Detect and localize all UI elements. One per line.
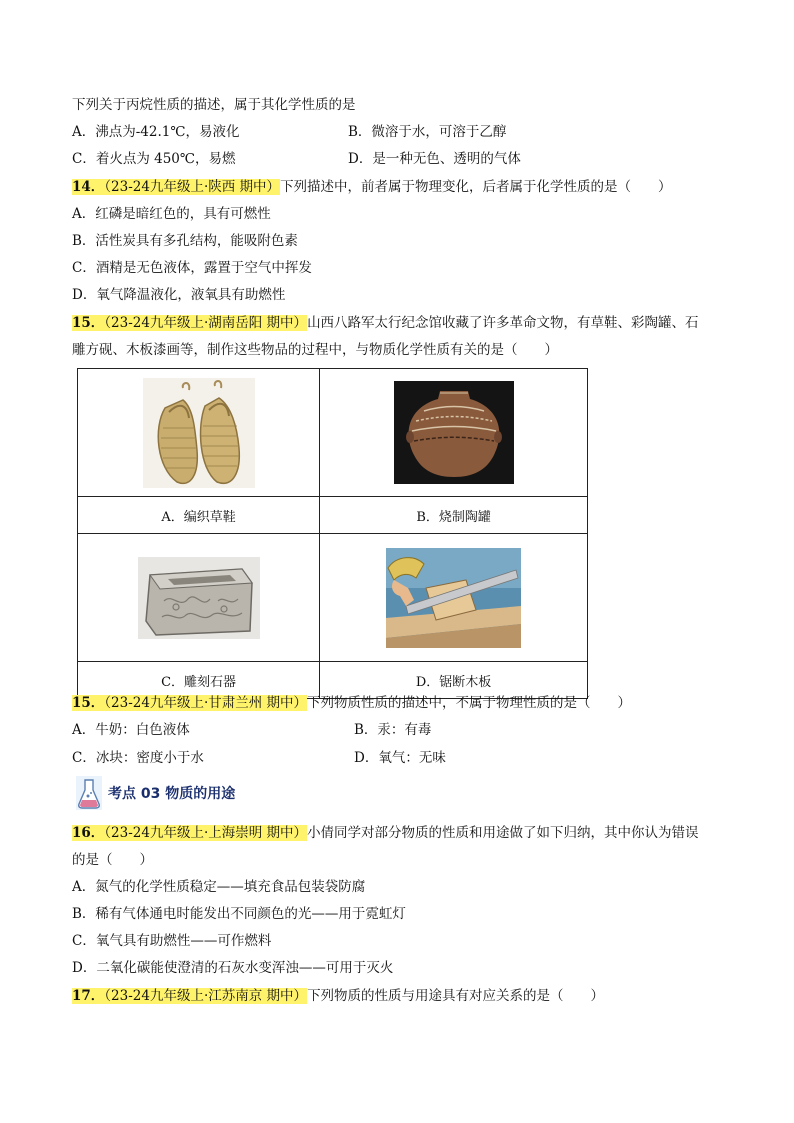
option-c-image-cell	[78, 534, 320, 662]
q15b-source: （23-24九年级上·甘肃兰州 期中）	[104, 695, 308, 711]
q13-option-c: C．着火点为 450℃，易燃	[72, 151, 236, 167]
q17-stem: 下列物质的性质与用途具有对应关系的是（ ）	[307, 988, 605, 1004]
section-title: 考点 03 物质的用途	[108, 786, 236, 802]
carved-stone-inkstone-image	[138, 557, 260, 639]
straw-sandals-image	[143, 378, 255, 488]
q16-number: 16．	[72, 825, 105, 841]
sawing-wood-image	[386, 548, 521, 648]
q16-header	[72, 823, 699, 843]
q15a-number: 15．	[72, 315, 105, 331]
q15a-source: （23-24九年级上·湖南岳阳 期中）	[104, 315, 308, 331]
q13-option-a: A．沸点为-42.1℃，易液化	[72, 124, 240, 140]
q15b-option-c: C．冰块：密度小于水	[72, 750, 204, 766]
q14-header	[72, 177, 672, 197]
q16-option-b: B．稀有气体通电时能发出不同颜色的光——用于霓虹灯	[72, 906, 406, 922]
q15a-stem-line1: 山西八路军太行纪念馆收藏了许多革命文物，有草鞋、彩陶罐、石	[307, 315, 699, 331]
q14-stem: 下列描述中，前者属于物理变化，后者属于化学性质的是（ ）	[280, 179, 672, 195]
q16-stem-line2: 的是（ ）	[72, 852, 153, 868]
option-d-caption: D．锯断木板	[320, 662, 588, 699]
q14-option-a: A．红磷是暗红色的，具有可燃性	[72, 206, 271, 222]
q16-source: （23-24九年级上·上海崇明 期中）	[104, 825, 308, 841]
q15a-stem-line2: 雕方砚、木板漆画等，制作这些物品的过程中，与物质化学性质有关的是（ ）	[72, 342, 558, 358]
option-a-caption: A．编织草鞋	[78, 497, 320, 534]
q15b-number: 15．	[72, 695, 105, 711]
q15a-header	[72, 313, 699, 333]
option-b-caption: B．烧制陶罐	[320, 497, 588, 534]
q16-option-d: D．二氧化碳能使澄清的石灰水变浑浊——可用于灭火	[72, 960, 394, 976]
painted-pottery-jar-image	[394, 381, 514, 484]
q15b-option-d: D．氧气：无味	[354, 750, 446, 766]
option-d-image-cell	[320, 534, 588, 662]
q17-header	[72, 986, 604, 1006]
q17-number: 17．	[72, 988, 105, 1004]
q15b-option-b: B．汞：有毒	[354, 722, 432, 738]
q17-source: （23-24九年级上·江苏南京 期中）	[104, 988, 308, 1004]
q16-option-c: C．氧气具有助燃性——可作燃料	[72, 933, 272, 949]
q15a-option-table	[77, 368, 588, 699]
q16-stem-line1: 小倩同学对部分物质的性质和用途做了如下归纳，其中你认为错误	[307, 825, 699, 841]
q14-source: （23-24九年级上·陕西 期中）	[104, 179, 281, 195]
q16-option-a: A．氮气的化学性质稳定——填充食品包装袋防腐	[72, 879, 366, 895]
q14-option-d: D．氧气降温液化，液氧具有助燃性	[72, 287, 286, 303]
option-b-image-cell	[320, 369, 588, 497]
option-a-image-cell	[78, 369, 320, 497]
flask-icon	[76, 776, 102, 810]
q13-stem: 下列关于丙烷性质的描述，属于其化学性质的是	[72, 97, 356, 113]
q15b-header	[72, 693, 631, 713]
q13-option-b: B．微溶于水，可溶于乙醇	[348, 124, 507, 140]
q15b-option-a: A．牛奶：白色液体	[72, 722, 190, 738]
q15b-stem: 下列物质性质的描述中，不属于物理性质的是（ ）	[307, 695, 632, 711]
option-c-caption: C．雕刻石器	[78, 662, 320, 699]
section-header	[76, 776, 235, 810]
q14-option-b: B．活性炭具有多孔结构，能吸附色素	[72, 233, 298, 249]
q14-option-c: C．酒精是无色液体，露置于空气中挥发	[72, 260, 312, 276]
q14-number: 14．	[72, 179, 105, 195]
q13-option-d: D．是一种无色、透明的气体	[348, 151, 521, 167]
